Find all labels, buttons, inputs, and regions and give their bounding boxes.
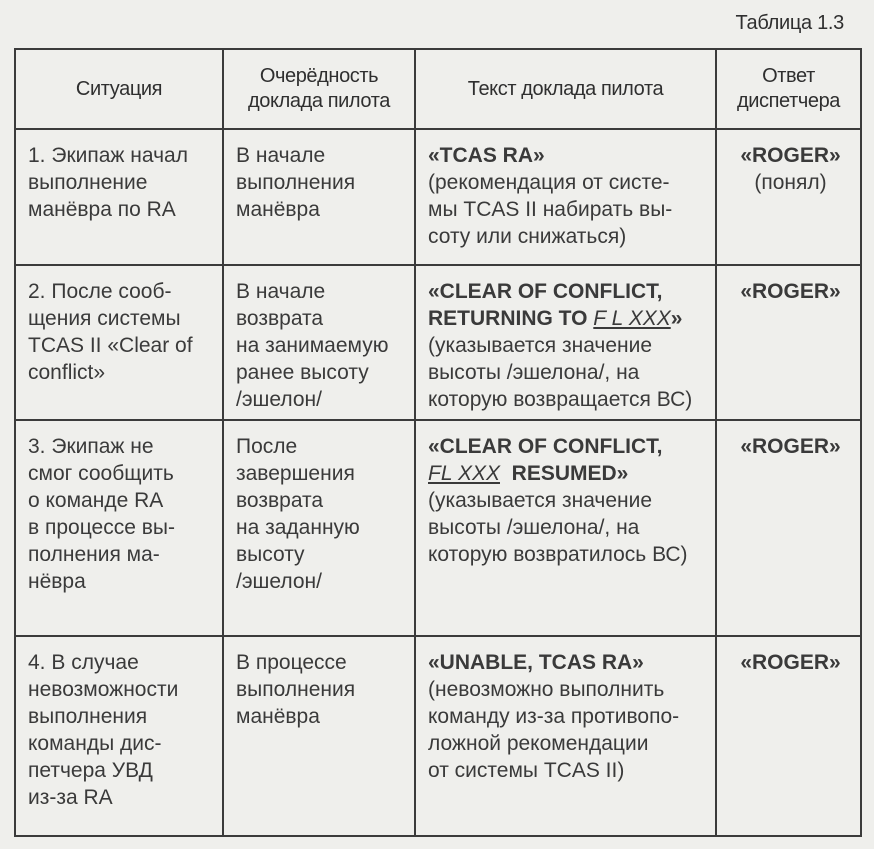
text-line: полнения ма- xyxy=(28,543,160,566)
report-phrase-line xyxy=(428,460,705,487)
cell-report xyxy=(415,636,716,836)
cell-response xyxy=(716,420,861,636)
text-line: (рекомендация от систе- xyxy=(428,171,670,194)
cell-response xyxy=(716,636,861,836)
cell-report xyxy=(415,265,716,420)
text-line: /эшелон/ xyxy=(236,570,322,593)
header-situation-label: Ситуация xyxy=(75,77,163,100)
table-row xyxy=(15,129,861,265)
text-line: /эшелон/ xyxy=(236,388,322,411)
text-line: (указывается значение xyxy=(428,334,653,357)
text-line: на занимаемую xyxy=(236,334,389,357)
text-line: выполнения xyxy=(28,705,148,728)
header-situation xyxy=(15,49,223,129)
header-response xyxy=(716,49,861,129)
text-line: (невозможно выполнить xyxy=(428,678,665,701)
text-line: в процессе вы- xyxy=(28,516,175,539)
text-line: смог сообщить xyxy=(28,462,174,485)
report-phrase: «CLEAR OF CONFLICT, xyxy=(428,280,663,303)
report-phrase-part: RESUMED» xyxy=(499,462,629,485)
text-line: манёвра xyxy=(236,705,320,728)
cell-report xyxy=(415,129,716,265)
text-line: В начале xyxy=(236,280,326,303)
text-line: высоты /эшелона/, на xyxy=(428,516,640,539)
cell-order xyxy=(223,129,415,265)
report-phrase: «CLEAR OF CONFLICT, xyxy=(428,435,663,458)
response-phrase: «ROGER» xyxy=(740,280,841,303)
response-phrase: «ROGER» xyxy=(740,435,841,458)
header-response-line: диспетчера xyxy=(736,90,841,112)
header-report-text xyxy=(415,49,716,129)
text-line: команды дис- xyxy=(28,732,162,755)
header-order xyxy=(223,49,415,129)
cell-situation xyxy=(15,129,223,265)
text-line: (понял) xyxy=(754,171,827,194)
response-phrase: «ROGER» xyxy=(740,651,841,674)
text-line: от системы TCAS II) xyxy=(428,759,625,782)
tcas-report-table xyxy=(14,48,862,837)
report-phrase-line xyxy=(428,305,705,332)
text-line: о команде RA xyxy=(28,489,164,512)
text-line: В начале xyxy=(236,144,326,167)
cell-situation xyxy=(15,636,223,836)
text-line: 1. Экипаж начал xyxy=(28,144,188,167)
table-row xyxy=(15,636,861,836)
header-order-line: доклада пилота xyxy=(248,90,390,112)
text-line: невозможности xyxy=(28,678,179,701)
text-line: на заданную xyxy=(236,516,360,539)
report-phrase-part: » xyxy=(670,307,683,330)
header-order-line: Очерёдность xyxy=(259,65,379,87)
text-line: 3. Экипаж не xyxy=(28,435,154,458)
text-line: которую возвратилось ВС) xyxy=(428,543,688,566)
text-line: 4. В случае xyxy=(28,651,139,674)
cell-response xyxy=(716,265,861,420)
table-row xyxy=(15,265,861,420)
text-line: щения системы xyxy=(28,307,181,330)
cell-situation xyxy=(15,420,223,636)
text-line: петчера УВД xyxy=(28,759,153,782)
text-line: соту или снижаться) xyxy=(428,225,627,248)
cell-situation xyxy=(15,265,223,420)
text-line: из-за RA xyxy=(28,786,113,809)
text-line: (указывается значение xyxy=(428,489,653,512)
text-line: завершения xyxy=(236,462,355,485)
text-line: выполнения xyxy=(236,171,356,194)
flight-level-placeholder: F L XXX xyxy=(593,307,671,330)
text-line: которую возвращается ВС) xyxy=(428,388,693,411)
text-line: высоты /эшелона/, на xyxy=(428,361,640,384)
cell-response xyxy=(716,129,861,265)
report-phrase: «UNABLE, TCAS RA» xyxy=(428,651,644,674)
flight-level-placeholder: FL XXX xyxy=(428,462,500,485)
text-line: нёвра xyxy=(28,570,86,593)
header-report-text-label: Текст доклада пилота xyxy=(467,77,664,100)
cell-order xyxy=(223,420,415,636)
response-phrase: «ROGER» xyxy=(740,144,841,167)
cell-order xyxy=(223,636,415,836)
text-line: возврата xyxy=(236,307,324,330)
text-line: высоту xyxy=(236,543,305,566)
text-line: conflict» xyxy=(28,361,106,384)
table-caption: Таблица 1.3 xyxy=(735,12,844,34)
header-response-line: Ответ xyxy=(762,65,815,87)
report-phrase-part: RETURNING TO xyxy=(428,307,594,330)
table-row xyxy=(15,420,861,636)
text-line: манёвра по RA xyxy=(28,198,176,221)
cell-order xyxy=(223,265,415,420)
text-line: выполнение xyxy=(28,171,148,194)
cell-report xyxy=(415,420,716,636)
text-line: ранее высоту xyxy=(236,361,369,384)
text-line: После xyxy=(236,435,298,458)
text-line: возврата xyxy=(236,489,324,512)
text-line: 2. После сооб- xyxy=(28,280,172,303)
text-line: команду из-за противопо- xyxy=(428,705,680,728)
text-line: TCAS II «Clear of xyxy=(28,334,193,357)
text-line: ложной рекомендации xyxy=(428,732,649,755)
text-line: выполнения xyxy=(236,678,356,701)
table-header-row xyxy=(15,49,861,129)
text-line: манёвра xyxy=(236,198,320,221)
text-line: мы TCAS II набирать вы- xyxy=(428,198,673,221)
text-line: В процессе xyxy=(236,651,347,674)
report-phrase: «TCAS RA» xyxy=(428,144,545,167)
